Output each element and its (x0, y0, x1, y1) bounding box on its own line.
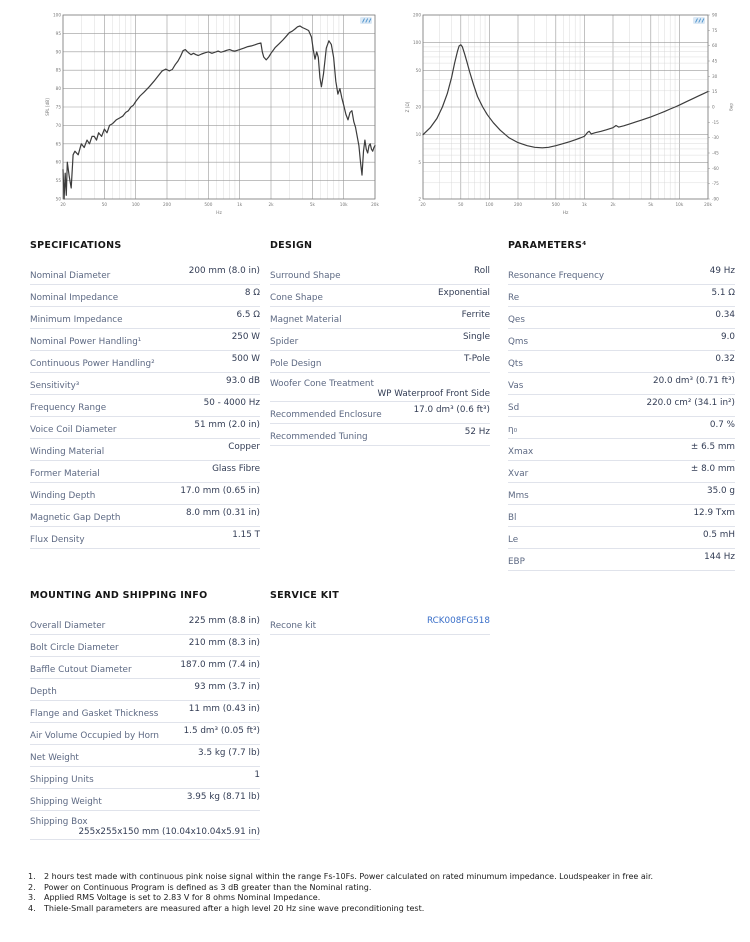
row-label: Spider (270, 337, 299, 347)
svg-text:100: 100 (485, 202, 494, 207)
row-label: Vas (508, 381, 524, 391)
row-label: Cone Shape (270, 293, 323, 303)
mounting-row (30, 723, 260, 745)
spl-chart (28, 4, 388, 216)
svg-text:-90: -90 (712, 196, 719, 202)
row-value: 1 (254, 770, 260, 780)
specifications-row (30, 329, 260, 351)
service-title: SERVICE KIT (270, 590, 339, 601)
design-row (270, 373, 490, 402)
parameters-row (508, 527, 735, 549)
impedance-chart (398, 4, 746, 216)
parameters-row (508, 285, 735, 307)
row-label: Recommended Enclosure (270, 410, 382, 420)
parameters-row (508, 263, 735, 285)
row-value: 93 mm (3.7 in) (194, 682, 260, 692)
row-value: 12.9 Txm (693, 508, 735, 518)
service-row (270, 613, 490, 635)
svg-text:10k: 10k (339, 202, 348, 207)
row-label: Depth (30, 687, 57, 697)
svg-text:200: 200 (413, 12, 421, 18)
svg-text:100: 100 (413, 40, 421, 46)
specifications-rows (30, 263, 260, 549)
svg-text:5k: 5k (309, 202, 315, 207)
chart-watermark-icon (693, 17, 705, 24)
mounting-row (30, 745, 260, 767)
mounting-row (30, 789, 260, 811)
row-label: Mms (508, 491, 529, 501)
row-value: 11 mm (0.43 in) (188, 704, 260, 714)
parameters-row (508, 505, 735, 527)
row-label: Resonance Frequency (508, 271, 605, 281)
row-label: Shipping Box (30, 817, 88, 827)
svg-text:20: 20 (415, 104, 421, 110)
row-label: Recommended Tuning (270, 432, 368, 442)
svg-text:20k: 20k (704, 202, 712, 207)
row-value: 51 mm (2.0 in) (194, 420, 260, 430)
footnote-text: Thiele-Small parameters are measured after a high level 20 Hz sine wave preconditioning test. (44, 903, 425, 913)
mounting-row (30, 811, 260, 840)
footnote-text: Power on Continuous Program is defined as 3 dB greater than the Nominal rating. (44, 882, 372, 892)
svg-text:75: 75 (55, 104, 61, 110)
svg-text:1k: 1k (581, 202, 587, 207)
svg-text:70: 70 (55, 122, 61, 128)
svg-text:50: 50 (101, 202, 108, 207)
svg-text:85: 85 (55, 67, 61, 73)
section-specifications (30, 240, 260, 571)
footnote-number: 2. (28, 882, 36, 892)
row-label: Frequency Range (30, 403, 107, 413)
svg-text:50: 50 (415, 67, 421, 73)
row-label: Minimum Impedance (30, 315, 123, 325)
row-value: 220.0 cm² (34.1 in²) (646, 398, 735, 408)
row-value: Roll (474, 266, 490, 276)
svg-text:-75: -75 (712, 181, 719, 187)
svg-text:2k: 2k (268, 202, 274, 207)
row-label: Shipping Weight (30, 797, 102, 807)
svg-text:45: 45 (712, 58, 718, 64)
row-value: WP Waterproof Front Side (377, 389, 490, 399)
svg-text:5k: 5k (648, 202, 654, 207)
row-label: Xmax (508, 447, 534, 457)
specifications-row (30, 461, 260, 483)
design-row (270, 307, 490, 329)
svg-text:50: 50 (55, 196, 61, 202)
row-value: ± 6.5 mm (690, 442, 735, 452)
svg-text:0: 0 (712, 104, 715, 110)
footnote-number: 3. (28, 893, 36, 902)
section-parameters (508, 240, 735, 571)
svg-text:95: 95 (55, 30, 61, 36)
row-label: Flange and Gasket Thickness (30, 709, 159, 719)
parameters-row (508, 395, 735, 417)
row-label: Overall Diameter (30, 621, 106, 631)
svg-text:500: 500 (204, 202, 213, 207)
svg-text:90: 90 (712, 12, 718, 18)
row-label: Winding Depth (30, 491, 96, 501)
svg-text:1k: 1k (237, 202, 243, 207)
svg-text:200: 200 (163, 202, 171, 207)
svg-text:500: 500 (551, 202, 560, 207)
svg-text:65: 65 (55, 141, 61, 147)
row-label: Re (508, 293, 520, 303)
svg-text:15: 15 (712, 89, 718, 95)
parameters-row (508, 351, 735, 373)
svg-text:100: 100 (131, 202, 140, 207)
row-value: 93.0 dB (225, 376, 260, 386)
row-label: Former Material (30, 469, 100, 479)
row-value: Glass Fibre (212, 464, 260, 474)
row-label: Magnetic Gap Depth (30, 513, 121, 523)
row-label: Voice Coil Diameter (30, 425, 117, 435)
row-value: 17.0 mm (0.65 in) (180, 486, 260, 496)
svg-text:60: 60 (712, 43, 718, 49)
specifications-row (30, 285, 260, 307)
svg-text:60: 60 (55, 159, 61, 165)
specifications-row (30, 483, 260, 505)
svg-text:30: 30 (712, 73, 718, 79)
row-value: 6.5 Ω (236, 310, 260, 320)
mounting-row (30, 635, 260, 657)
row-value-link[interactable]: RCK008FG518 (426, 616, 490, 626)
row-value: 0.7 % (709, 420, 735, 430)
row-value: ± 8.0 mm (690, 464, 735, 474)
svg-text:Z [Ω]: Z [Ω] (405, 101, 410, 113)
row-label: Bl (508, 513, 517, 523)
row-value: Copper (228, 442, 260, 452)
svg-text:50: 50 (458, 202, 464, 207)
row-label: Winding Material (30, 447, 105, 457)
row-label: Sd (508, 403, 520, 413)
svg-text:10k: 10k (675, 202, 684, 207)
row-label: Recone kit (270, 621, 317, 631)
parameters-row (508, 483, 735, 505)
svg-text:SPL [dB]: SPL [dB] (45, 98, 50, 116)
row-value: 144 Hz (704, 552, 735, 562)
row-value: Ferrite (461, 310, 490, 320)
mounting-row (30, 613, 260, 635)
specifications-row (30, 395, 260, 417)
svg-text:-45: -45 (712, 150, 719, 156)
row-value: 8.0 mm (0.31 in) (186, 508, 260, 518)
footnote (26, 883, 740, 894)
specifications-row (30, 307, 260, 329)
svg-text:75: 75 (712, 27, 718, 33)
row-value: 20.0 dm³ (0.71 ft³) (652, 376, 735, 386)
row-label: EBP (508, 557, 525, 567)
specifications-row (30, 351, 260, 373)
row-label: Baffle Cutout Diameter (30, 665, 132, 675)
footnote (26, 893, 740, 904)
design-row (270, 329, 490, 351)
section-mounting (30, 590, 260, 840)
row-value: 3.95 kg (8.71 lb) (186, 792, 260, 802)
row-value: Exponential (437, 288, 490, 298)
footnote-text: 2 hours test made with continuous pink noise signal within the range Fs-10Fs. Power calculated on rated minumum impedance. Loudspeaker in free air. (44, 872, 654, 881)
row-value: 49 Hz (709, 266, 735, 276)
design-rows (270, 263, 490, 446)
row-label: Flux Density (30, 535, 85, 545)
footnote (26, 904, 740, 915)
section-service (270, 590, 490, 840)
row-value: 200 mm (8.0 in) (188, 266, 260, 276)
row-value: 250 W (231, 332, 260, 342)
row-label: Surround Shape (270, 271, 341, 281)
footnote-number: 1. (28, 872, 36, 881)
row-label: Shipping Units (30, 775, 94, 785)
row-value: 187.0 mm (7.4 in) (180, 660, 260, 670)
design-row (270, 351, 490, 373)
design-row (270, 263, 490, 285)
parameters-row (508, 439, 735, 461)
mounting-row (30, 701, 260, 723)
svg-text:55: 55 (55, 178, 61, 184)
row-value: T-Pole (464, 354, 490, 364)
row-value: 500 W (231, 354, 260, 364)
row-value: 0.5 mH (703, 530, 735, 540)
specifications-row (30, 417, 260, 439)
row-value: 8 Ω (244, 288, 260, 298)
mounting-row (30, 767, 260, 789)
svg-text:Hz: Hz (216, 211, 222, 216)
specifications-row (30, 505, 260, 527)
parameters-row (508, 307, 735, 329)
row-label: Qms (508, 337, 529, 347)
parameters-title: PARAMETERS⁴ (508, 240, 587, 251)
chart-watermark-icon (360, 17, 372, 24)
svg-text:-15: -15 (712, 119, 719, 125)
footnote-text: Applied RMS Voltage is set to 2.83 V for 8 ohms Nominal Impedance. (44, 893, 321, 902)
svg-text:-30: -30 (712, 135, 719, 141)
row-value: 50 - 4000 Hz (203, 398, 260, 408)
row-value: 225 mm (8.8 in) (188, 616, 260, 626)
tables-row-2 (30, 590, 508, 840)
row-label: Xvar (508, 469, 529, 479)
svg-text:90: 90 (55, 49, 61, 55)
row-label: Nominal Impedance (30, 293, 119, 303)
service-rows (270, 613, 490, 635)
mounting-row (30, 657, 260, 679)
footnote-number: 4. (28, 903, 36, 913)
row-value: 17.0 dm³ (0.6 ft³) (413, 405, 490, 415)
section-design (270, 240, 490, 571)
svg-text:deg: deg (729, 103, 734, 111)
svg-text:2: 2 (418, 196, 421, 202)
svg-text:100: 100 (53, 12, 61, 18)
specifications-row (30, 527, 260, 549)
parameters-row (508, 373, 735, 395)
mounting-row (30, 679, 260, 701)
specifications-row (30, 263, 260, 285)
specifications-row (30, 373, 260, 395)
row-value: 0.32 (715, 354, 735, 364)
parameters-row (508, 461, 735, 483)
row-value: 35.0 g (707, 486, 735, 496)
row-label: Bolt Circle Diameter (30, 643, 119, 653)
row-value: 5.1 Ω (711, 288, 735, 298)
row-label: Woofer Cone Treatment (270, 379, 374, 389)
row-label: Continuous Power Handling² (30, 359, 155, 369)
parameters-row (508, 549, 735, 571)
svg-text:2k: 2k (610, 202, 616, 207)
design-row (270, 402, 490, 424)
svg-text:5: 5 (418, 159, 421, 165)
design-row (270, 424, 490, 446)
parameters-row (508, 329, 735, 351)
row-value: 9.0 (721, 332, 735, 342)
row-label: Net Weight (30, 753, 79, 763)
row-label: Nominal Power Handling¹ (30, 337, 142, 347)
row-label: Air Volume Occupied by Horn (30, 731, 160, 741)
row-label: Qts (508, 359, 523, 369)
svg-text:200: 200 (514, 202, 522, 207)
footnotes (26, 872, 740, 914)
row-label: Nominal Diameter (30, 271, 111, 281)
row-value: 255x255x150 mm (10.04x10.04x5.91 in) (78, 827, 260, 837)
footnote (26, 872, 740, 883)
svg-text:20: 20 (60, 202, 66, 207)
row-value: 0.34 (715, 310, 735, 320)
row-value: 210 mm (8.3 in) (188, 638, 260, 648)
svg-text:Hz: Hz (562, 211, 569, 216)
svg-text:80: 80 (55, 86, 61, 92)
svg-text:20: 20 (420, 202, 426, 207)
row-value: Single (462, 332, 490, 342)
row-label: η₀ (508, 425, 518, 435)
parameters-row (508, 417, 735, 439)
parameters-rows (508, 263, 735, 571)
svg-text:20k: 20k (371, 202, 379, 207)
row-value: 1.15 T (232, 530, 260, 540)
specifications-title: SPECIFICATIONS (30, 240, 122, 251)
row-label: Le (508, 535, 519, 545)
tables-row-1 (30, 240, 735, 571)
row-label: Pole Design (270, 359, 322, 369)
mounting-rows (30, 613, 260, 840)
row-label: Qes (508, 315, 525, 325)
mounting-title: MOUNTING AND SHIPPING INFO (30, 590, 208, 601)
row-value: 3.5 kg (7.7 lb) (198, 748, 260, 758)
row-value: 52 Hz (464, 427, 490, 437)
design-title: DESIGN (270, 240, 313, 251)
row-value: 1.5 dm³ (0.05 ft³) (183, 726, 260, 736)
row-label: Sensitivity³ (30, 381, 80, 391)
design-row (270, 285, 490, 307)
charts-area (0, 0, 750, 225)
specifications-row (30, 439, 260, 461)
svg-text:-60: -60 (712, 165, 719, 171)
svg-text:10: 10 (415, 132, 421, 138)
row-label: Magnet Material (270, 315, 342, 325)
